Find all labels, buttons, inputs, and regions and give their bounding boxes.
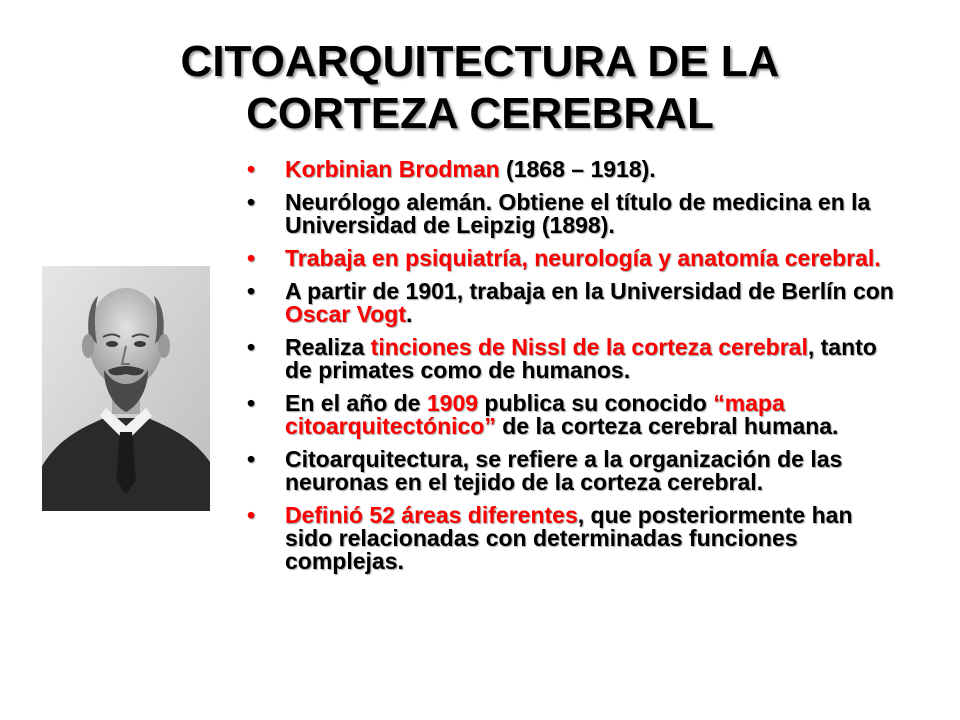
bullet-item <box>245 448 905 494</box>
bullet-dot-icon: • <box>247 502 256 528</box>
bullet-text: A partir de 1901, trabaja en la Universidad de Berlín con <box>285 278 894 304</box>
bullet-text: En el año de <box>285 390 427 416</box>
bullet-dot-icon: • <box>247 278 256 304</box>
bullet-dot-icon: • <box>247 245 256 271</box>
bullet-highlight-text: Trabaja en psiquiatría, neurología y anatomía cerebral. <box>285 245 881 271</box>
bullet-highlight-text: Korbinian Brodman <box>285 156 500 182</box>
bullet-item <box>245 504 905 573</box>
bullet-item <box>245 158 905 181</box>
bullet-text: . <box>406 301 413 327</box>
bullet-text: Realiza <box>285 334 371 360</box>
bullet-item <box>245 247 905 270</box>
bullet-dot-icon: • <box>247 156 256 182</box>
slide-title <box>60 36 900 140</box>
bullet-text: publica su conocido <box>478 390 714 416</box>
bullet-highlight-text: “mapa citoarquitectónico” <box>285 390 785 439</box>
bullet-text: Neurólogo alemán. Obtiene el título de medicina en la Universidad de Leipzig (1898). <box>285 189 871 238</box>
bullet-highlight-text: 1909 <box>426 390 479 416</box>
bullet-list <box>245 158 905 583</box>
portrait-photo-drawing <box>42 266 210 511</box>
bullet-item <box>245 336 905 382</box>
bullet-text: (1868 – 1918). <box>499 156 656 182</box>
bullet-highlight-text: Definió 52 áreas diferentes <box>285 502 578 528</box>
slide-title-line-2: CORTEZA CEREBRAL <box>246 89 714 138</box>
bullet-dot-icon: • <box>247 446 256 472</box>
bullet-item <box>245 280 905 326</box>
bullet-text: , que posteriormente han sido relacionadas con determinadas funciones complejas. <box>285 502 853 574</box>
bullet-dot-icon: • <box>247 189 256 215</box>
bullet-text: de la corteza cerebral humana. <box>495 413 839 439</box>
bullet-dot-icon: • <box>247 390 256 416</box>
bullet-highlight-text: tinciones de Nissl de la corteza cerebral <box>370 334 808 360</box>
bullet-item <box>245 392 905 438</box>
bullet-highlight-text: Oscar Vogt <box>285 301 406 327</box>
slide-title-line-1: CITOARQUITECTURA DE LA <box>180 37 780 86</box>
bullet-dot-icon: • <box>247 334 256 360</box>
portrait-photo <box>42 266 210 511</box>
bullet-text: , tanto de primates como de humanos. <box>285 334 877 383</box>
bullet-text: Citoarquitectura, se refiere a la organización de las neuronas en el tejido de la corteza cerebral. <box>285 446 843 495</box>
bullet-item <box>245 191 905 237</box>
